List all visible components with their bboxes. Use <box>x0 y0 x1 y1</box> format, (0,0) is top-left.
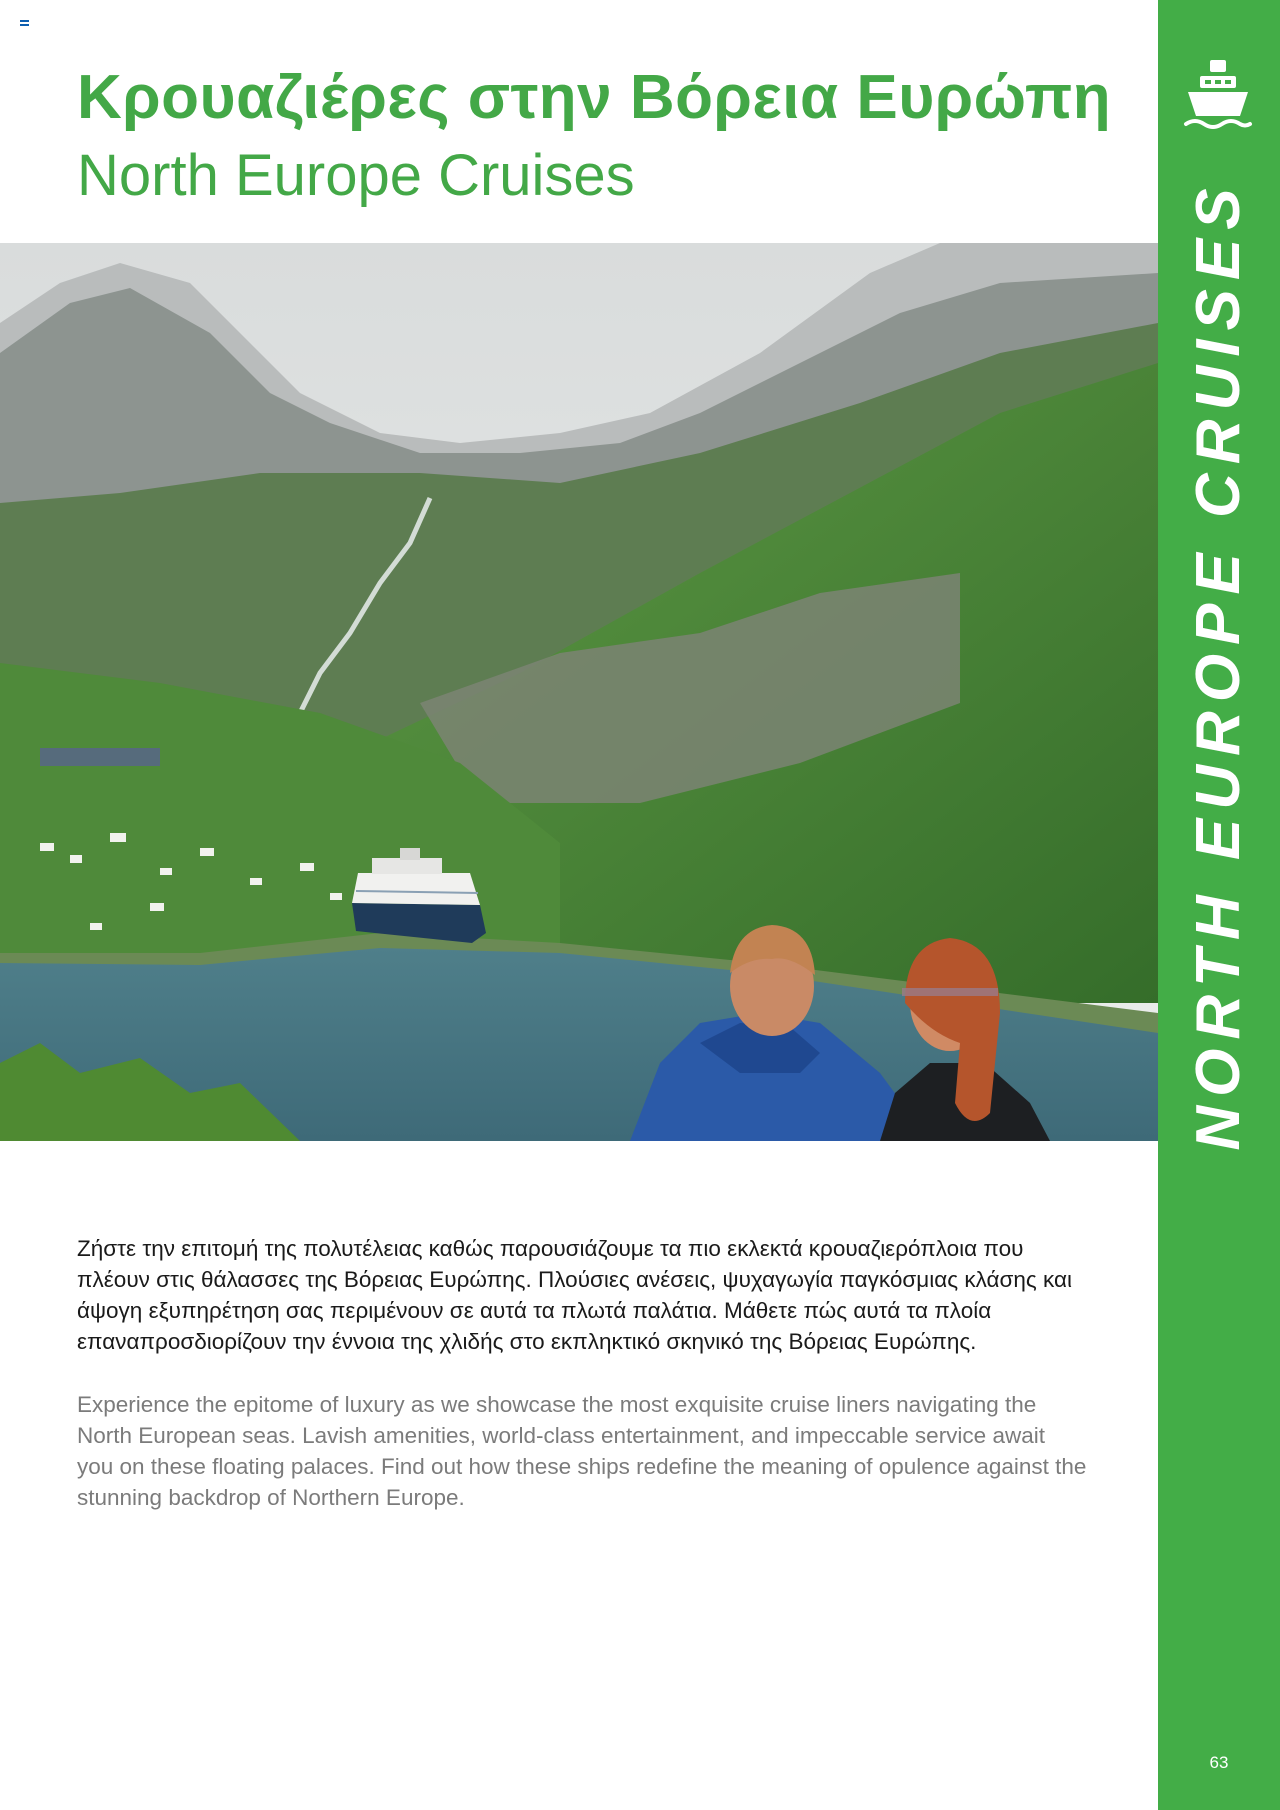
section-sidebar <box>1158 0 1280 1810</box>
fjord-cruise-photo <box>0 243 1158 1141</box>
page-title-greek: Κρουαζιέρες στην Βόρεια Ευρώπη <box>77 63 1112 132</box>
greek-flag-icon <box>20 20 29 26</box>
intro-paragraph-english: Experience the epitome of luxury as we showcase the most exquisite cruise liners navigating the North European seas. Lavish amenities, world-class entertainment, and impeccable service await you on these floating palaces. Find out how these ships redefine the meaning of opulence against the stunning backdrop of Northern Europe. <box>77 1392 1087 1510</box>
intro-paragraph-greek: Ζήστε την επιτομή της πολυτέλειας καθώς παρουσιάζουμε τα πιο εκλεκτά κρουαζιερόπλοια που πλέουν στις θάλασσες της Βόρειας Ευρώπης. Πλούσιες ανέσεις, ψυχαγωγία παγκόσμιας κλάσης και άψογη εξυπηρέτηση σας περιμένουν σε αυτά τα πλωτά παλάτια. Μάθετε πώς αυτά τα πλοία επαναπροσδιορίζουν την έννοια της χλιδής στο εκπληκτικό σκηνικό της Βόρειας Ευρώπης. <box>77 1236 1072 1354</box>
cruise-ship-icon <box>1182 56 1254 136</box>
page-title-english: North Europe Cruises <box>77 143 635 208</box>
sidebar-section-label: NORTH EUROPE CRUISES <box>1184 179 1253 1151</box>
page-number: 63 <box>1209 1753 1229 1772</box>
